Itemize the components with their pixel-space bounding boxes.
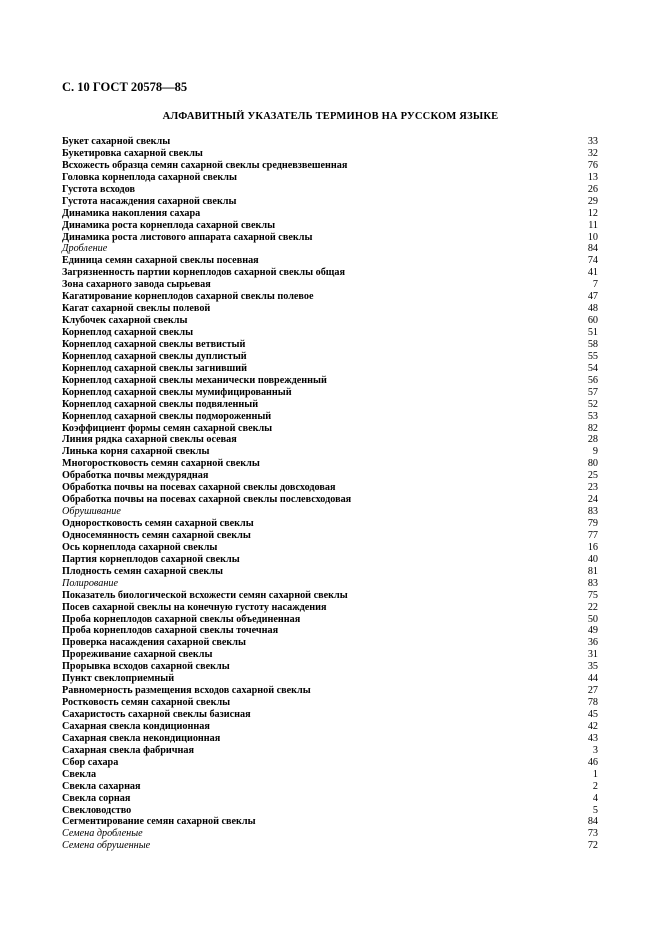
index-term-number: 22	[587, 601, 598, 613]
index-term: Линия рядка сахарной свеклы осевая	[62, 434, 237, 446]
index-term: Сахарная свекла фабричная	[62, 744, 194, 756]
index-entry	[62, 602, 598, 614]
index-entry	[62, 828, 598, 840]
index-term: Проба корнеплодов сахарной свеклы объединенная	[62, 613, 301, 625]
index-term-number: 41	[587, 267, 598, 279]
index-term: Показатель биологической всхожести семян сахарной свеклы	[62, 589, 348, 601]
index-term-number: 27	[587, 685, 598, 697]
index-term: Свекла	[62, 768, 97, 780]
index-term: Корнеплод сахарной свеклы подвяленный	[62, 398, 259, 410]
index-term-number: 40	[587, 553, 598, 565]
index-entry	[62, 542, 598, 554]
index-term-number: 77	[587, 529, 598, 541]
index-entry	[62, 411, 598, 423]
index-term: Плодность семян сахарной свеклы	[62, 565, 223, 577]
index-term-number: 3	[592, 744, 598, 756]
index-title: АЛФАВИТНЫЙ УКАЗАТЕЛЬ ТЕРМИНОВ НА РУССКОМ ЯЗЫКЕ	[162, 111, 499, 122]
index-term-number: 26	[587, 183, 598, 195]
index-entry	[62, 673, 598, 685]
index-term: Ростковость семян сахарной свеклы	[62, 697, 231, 709]
index-term: Динамика роста листового аппарата сахарной свеклы	[62, 231, 313, 243]
index-entry	[62, 554, 598, 566]
index-term: Партия корнеплодов сахарной свеклы	[62, 553, 240, 565]
index-entry	[62, 279, 598, 291]
index-term: Зона сахарного завода сырьевая	[62, 279, 211, 291]
index-term: Дробление	[62, 243, 108, 255]
index-entry	[62, 637, 598, 649]
index-term: Сахаристость сахарной свеклы базисная	[62, 709, 251, 720]
index-term-number: 28	[587, 434, 598, 446]
index-term: Загрязненность партии корнеплодов сахарной свеклы общая	[62, 267, 346, 279]
index-term-number: 49	[587, 625, 598, 637]
index-term: Многоростковость семян сахарной свеклы	[62, 458, 260, 470]
index-term: Свекловодство	[62, 804, 132, 816]
index-entry	[62, 661, 598, 673]
index-entry	[62, 721, 598, 733]
index-term: Сахарная свекла кондиционная	[62, 720, 210, 732]
index-entry	[62, 399, 598, 411]
index-entry	[62, 339, 598, 351]
index-term: Пункт свеклоприемный	[62, 673, 175, 685]
index-entry	[62, 685, 598, 697]
index-term: Сегментирование семян сахарной свеклы	[62, 816, 256, 828]
index-entry	[62, 303, 598, 315]
index-term-number: 84	[587, 243, 598, 255]
index-entry	[62, 482, 598, 494]
index-term-number: 2	[592, 780, 598, 792]
index-entry	[62, 208, 598, 220]
index-entry	[62, 649, 598, 661]
index-term-number: 81	[587, 565, 598, 577]
index-entry	[62, 243, 598, 255]
index-term-number: 33	[587, 136, 598, 147]
index-entry	[62, 625, 598, 637]
index-term-number: 84	[587, 816, 598, 828]
index-term-number: 79	[587, 518, 598, 529]
index-term-number: 45	[587, 709, 598, 720]
index-term-number: 82	[587, 422, 598, 434]
index-entry	[62, 315, 598, 327]
index-term: Свекла сахарная	[62, 780, 141, 792]
index-entry	[62, 757, 598, 769]
index-entry	[62, 840, 598, 852]
index-term: Корнеплод сахарной свеклы ветвистый	[62, 338, 246, 350]
index-term: Прореживание сахарной свеклы	[62, 649, 213, 661]
index-entry	[62, 363, 598, 375]
index-term-number: 80	[587, 458, 598, 470]
index-term-number: 73	[587, 828, 598, 840]
index-entry	[62, 220, 598, 232]
index-term: Сбор сахара	[62, 756, 119, 768]
index-term-number: 29	[587, 195, 598, 207]
index-term: Проверка насаждения сахарной свеклы	[62, 637, 246, 649]
index-term-number: 25	[587, 470, 598, 482]
index-term: Проба корнеплодов сахарной свеклы точечная	[62, 625, 279, 637]
index-entry	[62, 805, 598, 817]
index-term: Ось корнеплода сахарной свеклы	[62, 541, 218, 553]
index-term: Односемянность семян сахарной свеклы	[62, 529, 251, 541]
index-term: Густота насаждения сахарной свеклы	[62, 195, 237, 207]
index-term: Одноростковость семян сахарной свеклы	[62, 518, 254, 529]
index-term: Обработка почвы на посевах сахарной свеклы довсходовая	[62, 482, 336, 494]
index-entry	[62, 423, 598, 435]
index-term: Единица семян сахарной свеклы посевная	[62, 255, 259, 267]
index-term-number: 12	[587, 207, 598, 219]
index-term-number: 10	[587, 231, 598, 243]
index-term: Семена дробленые	[62, 828, 143, 840]
index-entry	[62, 494, 598, 506]
index-term-number: 9	[592, 446, 598, 458]
index-term-number: 56	[587, 374, 598, 386]
index-term: Динамика роста корнеплода сахарной свеклы	[62, 219, 276, 231]
index-term: Коэффициент формы семян сахарной свеклы	[62, 422, 273, 434]
index-entry	[62, 255, 598, 267]
index-entry	[62, 375, 598, 387]
index-term: Сахарная свекла некондиционная	[62, 732, 221, 744]
index-term: Прорывка всходов сахарной свеклы	[62, 661, 230, 673]
index-term: Динамика накопления сахара	[62, 207, 201, 219]
index-term-number: 58	[587, 338, 598, 350]
index-term-number: 50	[587, 613, 598, 625]
index-term: Корнеплод сахарной свеклы загнивший	[62, 362, 247, 374]
index-entry	[62, 590, 598, 602]
index-entry	[62, 530, 598, 542]
index-term-number: 53	[587, 410, 598, 422]
index-term-number: 52	[587, 398, 598, 410]
index-term-number: 43	[587, 732, 598, 744]
index-term: Кагатирование корнеплодов сахарной свеклы полевое	[62, 291, 314, 303]
index-term-number: 5	[592, 804, 598, 816]
index-term-number: 74	[587, 255, 598, 267]
index-term-number: 47	[587, 291, 598, 303]
index-term-number: 36	[587, 637, 598, 649]
index-entry	[62, 733, 598, 745]
index-entry	[62, 160, 598, 172]
index-entry	[62, 566, 598, 578]
index-entry	[62, 709, 598, 721]
index-term: Густота всходов	[62, 183, 136, 195]
index-term: Семена обрушенные	[62, 840, 151, 852]
index-term: Линька корня сахарной свеклы	[62, 446, 210, 458]
index-term: Свекла сорная	[62, 792, 131, 804]
index-entry	[62, 781, 598, 793]
index-term-number: 44	[587, 673, 598, 685]
index-term-number: 42	[587, 720, 598, 732]
index-term-number: 46	[587, 756, 598, 768]
index-term: Корнеплод сахарной свеклы механически поврежденный	[62, 374, 327, 386]
index-term-number: 55	[587, 350, 598, 362]
index-term: Равномерность размещения всходов сахарной свеклы	[62, 685, 311, 697]
index-entry	[62, 697, 598, 709]
index-term-number: 72	[587, 840, 598, 852]
index-term-number: 48	[587, 303, 598, 315]
index-term: Головка корнеплода сахарной свеклы	[62, 171, 237, 183]
index-term-number: 75	[587, 589, 598, 601]
index-term: Букет сахарной свеклы	[62, 136, 171, 147]
index-entry	[62, 578, 598, 590]
index-term-number: 31	[587, 649, 598, 661]
index-term: Корнеплод сахарной свеклы подмороженный	[62, 410, 272, 422]
index-term-number: 76	[587, 159, 598, 171]
term-index-list	[62, 136, 598, 852]
index-term-number: 83	[587, 506, 598, 518]
index-entry	[62, 745, 598, 757]
index-entry	[62, 172, 598, 184]
index-term: Корнеплод сахарной свеклы мумифицированный	[62, 386, 292, 398]
index-term: Полирование	[62, 577, 119, 589]
index-term-number: 57	[587, 386, 598, 398]
index-term: Букетировка сахарной свеклы	[62, 147, 203, 159]
index-entry	[62, 434, 598, 446]
page-header: С. 10 ГОСТ 20578—85	[62, 80, 188, 94]
index-term: Всхожесть образца семян сахарной свеклы средневзвешенная	[62, 159, 348, 171]
index-entry	[62, 327, 598, 339]
index-entry	[62, 793, 598, 805]
index-entry	[62, 351, 598, 363]
index-entry	[62, 136, 598, 148]
index-term: Посев сахарной свеклы на конечную густоту насаждения	[62, 601, 327, 613]
index-term: Корнеплод сахарной свеклы	[62, 327, 194, 338]
index-term: Обработка почвы на посевах сахарной свеклы послевсходовая	[62, 494, 352, 506]
index-entry	[62, 816, 598, 828]
index-entry	[62, 232, 598, 244]
index-entry	[62, 267, 598, 279]
index-term-number: 7	[592, 279, 598, 291]
index-entry	[62, 291, 598, 303]
index-term: Кагат сахарной свеклы полевой	[62, 303, 211, 315]
index-entry	[62, 518, 598, 530]
index-entry	[62, 458, 598, 470]
index-term: Корнеплод сахарной свеклы дуплистый	[62, 350, 247, 362]
index-term-number: 32	[587, 147, 598, 159]
index-entry	[62, 470, 598, 482]
index-term-number: 35	[587, 661, 598, 673]
index-term: Клубочек сахарной свеклы	[62, 315, 188, 327]
index-term: Обработка почвы междурядная	[62, 470, 209, 482]
index-term-number: 1	[592, 768, 598, 780]
index-entry	[62, 184, 598, 196]
index-entry	[62, 387, 598, 399]
index-entry	[62, 614, 598, 626]
index-term-number: 16	[587, 541, 598, 553]
index-term-number: 24	[587, 494, 598, 506]
index-term-number: 83	[587, 577, 598, 589]
index-term-number: 78	[587, 697, 598, 709]
index-entry	[62, 769, 598, 781]
index-term-number: 60	[587, 315, 598, 327]
index-term-number: 4	[592, 792, 598, 804]
index-entry	[62, 446, 598, 458]
index-term-number: 13	[587, 171, 598, 183]
index-term: Обрушивание	[62, 506, 121, 518]
index-term-number: 51	[587, 327, 598, 338]
index-term-number: 54	[587, 362, 598, 374]
index-entry	[62, 506, 598, 518]
index-term-number: 23	[587, 482, 598, 494]
index-term-number: 11	[588, 219, 598, 231]
index-entry	[62, 196, 598, 208]
index-entry	[62, 148, 598, 160]
